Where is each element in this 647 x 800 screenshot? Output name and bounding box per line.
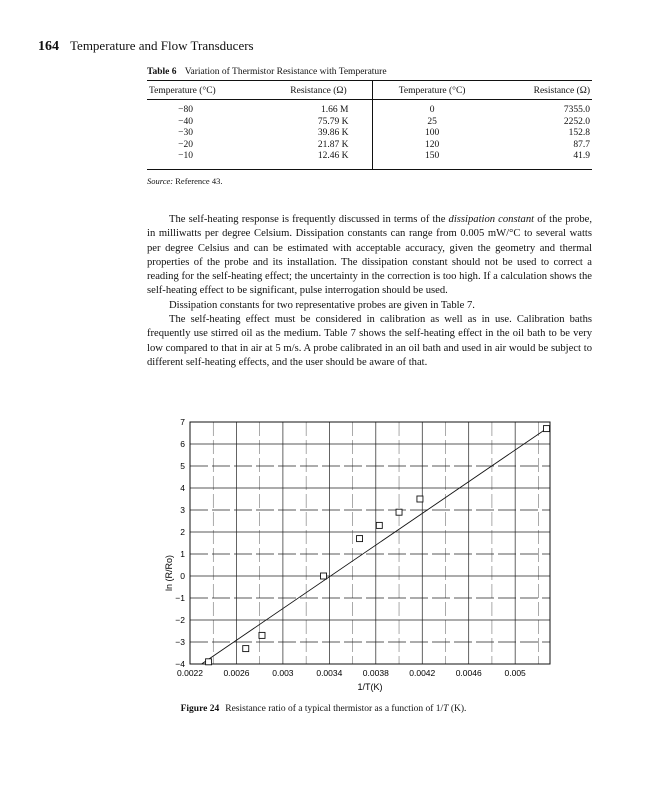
x-tick-label: 0.0026 bbox=[223, 668, 250, 678]
p1-emphasis: dissipation constant bbox=[448, 214, 535, 225]
cell-res-2: 152.8 bbox=[568, 128, 590, 138]
data-point bbox=[321, 573, 327, 579]
table-header-row bbox=[147, 81, 592, 100]
p1-before: The self-heating response is frequently discussed in terms of the bbox=[169, 214, 449, 225]
table-row bbox=[147, 151, 592, 169]
cell-res-1: 21.87 K bbox=[317, 139, 349, 150]
cell-res-1: 39.86 K bbox=[317, 128, 349, 138]
table-row bbox=[147, 117, 592, 129]
table-source bbox=[147, 176, 222, 186]
source-label: Source: bbox=[147, 176, 174, 186]
figure-label: Figure 24 bbox=[180, 704, 220, 714]
table-label: Table 6 bbox=[147, 67, 177, 77]
plot-frame bbox=[190, 422, 550, 664]
data-point bbox=[417, 496, 423, 502]
caption-emphasis: T bbox=[443, 704, 449, 714]
y-tick-label: 4 bbox=[180, 483, 185, 493]
chart-ticks bbox=[175, 417, 526, 678]
y-tick-label: 3 bbox=[180, 505, 185, 515]
cell-res-2: 87.7 bbox=[573, 139, 590, 150]
y-tick-label: 5 bbox=[180, 461, 185, 471]
cell-res-2: 41.9 bbox=[491, 151, 592, 169]
data-point bbox=[243, 646, 249, 652]
x-tick-label: 0.0046 bbox=[455, 668, 482, 678]
data-point bbox=[376, 522, 382, 528]
data-point bbox=[544, 426, 550, 432]
x-tick-label: 0.0038 bbox=[362, 668, 389, 678]
body-text bbox=[147, 213, 592, 370]
fit-line bbox=[202, 429, 547, 664]
cell-temp-1: −40 bbox=[178, 116, 193, 127]
cell-temp-2: 120 bbox=[373, 140, 492, 152]
data-point bbox=[259, 632, 265, 638]
source-text: Reference 43. bbox=[175, 176, 223, 186]
y-tick-label: 7 bbox=[180, 417, 185, 427]
x-tick-label: 0.005 bbox=[504, 668, 526, 678]
resistance-chart bbox=[160, 410, 600, 700]
running-title: Temperature and Flow Transducers bbox=[70, 38, 254, 53]
y-tick-label: 6 bbox=[180, 439, 185, 449]
table-title: Variation of Thermistor Resistance with Temperature bbox=[184, 67, 387, 77]
caption-before: Resistance ratio of a typical thermistor as a function of 1/ bbox=[225, 704, 444, 714]
cell-temp-2: 25 bbox=[373, 117, 492, 129]
cell-temp-2: 100 bbox=[373, 128, 492, 140]
col-header-res-2: Resistance (Ω) bbox=[491, 81, 592, 100]
y-tick-label: 1 bbox=[180, 549, 185, 559]
y-axis-label: ln (R/Ro) bbox=[164, 554, 174, 592]
paragraph-3: The self-heating effect must be considered in calibration as well as in use. Calibration baths frequently use stirred oil as the medium. Table 7 shows the self-heating effect in the oil bath to be very low compared to that in air at 5 m/s. A probe calibrated in an oil bath and used in air would be subject to different self-heating effects, and the user should be aware of that. bbox=[147, 314, 592, 368]
cell-temp-2: 0 bbox=[373, 100, 492, 117]
cell-temp-1: −20 bbox=[178, 139, 193, 150]
data-point bbox=[396, 509, 402, 515]
x-tick-label: 0.0042 bbox=[409, 668, 436, 678]
y-tick-label: 0 bbox=[180, 571, 185, 581]
table-row bbox=[147, 100, 592, 117]
table-row bbox=[147, 140, 592, 152]
cell-res-1: 12.46 K bbox=[317, 151, 349, 161]
data-point bbox=[357, 536, 363, 542]
cell-temp-1: −80 bbox=[178, 105, 193, 115]
cell-res-1: 1.66 M bbox=[321, 105, 349, 115]
col-header-res-1: Resistance (Ω) bbox=[265, 81, 373, 100]
cell-temp-2: 150 bbox=[373, 151, 492, 169]
col-header-temp-2: Temperature (°C) bbox=[373, 81, 492, 100]
cell-res-2: 7355.0 bbox=[563, 105, 590, 115]
p1-after: of the probe, in milliwatts per degree Celsium. Dissipation constants can range from 0.005 mW/°C to several watts per degree Celsius and can be estimated with acceptable accuracy, given the geometry and thermal properties of the probe and its installation. The dissipation constant should not be used to correct a reading for the self-heating effect; the uncertainty in the correction is too high. If a calculation shows the self-heating effect to be significant, pulse interrogation should be used. bbox=[147, 214, 592, 297]
page-number: 164 bbox=[38, 39, 59, 54]
cell-temp-1: −30 bbox=[178, 128, 193, 138]
figure-24 bbox=[160, 410, 600, 700]
paragraph-2: Dissipation constants for two representative probes are given in Table 7. bbox=[169, 299, 475, 311]
running-head bbox=[38, 38, 254, 55]
cell-res-2: 2252.0 bbox=[563, 116, 590, 127]
paragraph-1 bbox=[147, 213, 592, 299]
chart-grid bbox=[190, 422, 550, 664]
y-tick-label: −4 bbox=[175, 659, 185, 669]
data-point bbox=[206, 659, 212, 665]
y-tick-label: −2 bbox=[175, 615, 185, 625]
table-row bbox=[147, 128, 592, 140]
x-tick-label: 0.003 bbox=[272, 668, 294, 678]
x-tick-label: 0.0022 bbox=[177, 668, 203, 678]
y-tick-label: 2 bbox=[180, 527, 185, 537]
table-caption bbox=[147, 67, 387, 77]
figure-caption bbox=[0, 704, 647, 714]
caption-after: (K). bbox=[448, 704, 467, 714]
col-header-temp-1: Temperature (°C) bbox=[147, 81, 265, 100]
x-axis-label: 1/T(K) bbox=[357, 682, 383, 692]
cell-res-1: 75.79 K bbox=[317, 116, 349, 127]
x-tick-label: 0.0034 bbox=[316, 668, 343, 678]
thermistor-table bbox=[147, 80, 592, 170]
cell-temp-1: −10 bbox=[178, 151, 193, 161]
y-tick-label: −3 bbox=[175, 637, 185, 647]
y-tick-label: −1 bbox=[175, 593, 185, 603]
